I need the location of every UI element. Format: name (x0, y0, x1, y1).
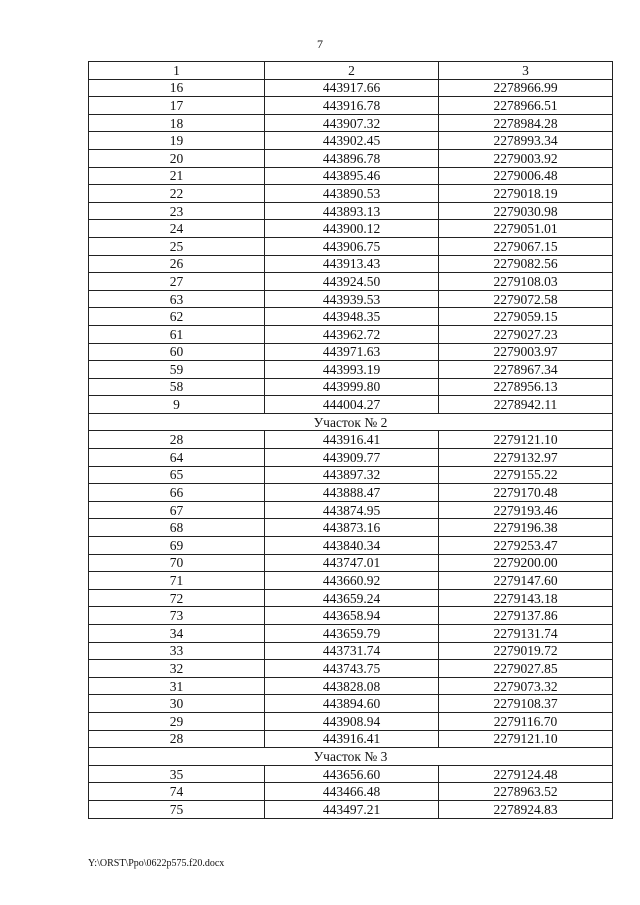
page-number: 7 (317, 37, 323, 51)
table-row (89, 730, 613, 748)
cell-y-coordinate: 2279072.58 (439, 290, 613, 308)
table-row (89, 677, 613, 695)
table-row (89, 114, 613, 132)
cell-x-coordinate: 443893.13 (265, 202, 439, 220)
cell-x-coordinate: 443917.66 (265, 79, 439, 97)
cell-x-coordinate: 443902.45 (265, 132, 439, 150)
cell-point-number: 75 (89, 800, 265, 818)
cell-y-coordinate: 2279170.48 (439, 484, 613, 502)
table-row (89, 765, 613, 783)
cell-y-coordinate: 2278924.83 (439, 800, 613, 818)
section-title: Участок № 3 (89, 748, 613, 766)
cell-point-number: 60 (89, 343, 265, 361)
cell-point-number: 28 (89, 730, 265, 748)
cell-point-number: 28 (89, 431, 265, 449)
cell-point-number: 61 (89, 325, 265, 343)
cell-x-coordinate: 443900.12 (265, 220, 439, 238)
cell-y-coordinate: 2279121.10 (439, 730, 613, 748)
cell-y-coordinate: 2279027.23 (439, 325, 613, 343)
cell-y-coordinate: 2279018.19 (439, 185, 613, 203)
cell-y-coordinate: 2279027.85 (439, 660, 613, 678)
table-row (89, 712, 613, 730)
table-row (89, 484, 613, 502)
table-row (89, 237, 613, 255)
cell-point-number: 64 (89, 449, 265, 467)
cell-x-coordinate: 443890.53 (265, 185, 439, 203)
cell-y-coordinate: 2279143.18 (439, 589, 613, 607)
table-row (89, 202, 613, 220)
cell-point-number: 26 (89, 255, 265, 273)
cell-y-coordinate: 2278984.28 (439, 114, 613, 132)
cell-x-coordinate: 443999.80 (265, 378, 439, 396)
cell-point-number: 65 (89, 466, 265, 484)
cell-x-coordinate: 443658.94 (265, 607, 439, 625)
table-row (89, 167, 613, 185)
cell-y-coordinate: 2279030.98 (439, 202, 613, 220)
cell-y-coordinate: 2279006.48 (439, 167, 613, 185)
cell-y-coordinate: 2278963.52 (439, 783, 613, 801)
cell-x-coordinate: 443873.16 (265, 519, 439, 537)
table-row (89, 220, 613, 238)
cell-y-coordinate: 2279137.86 (439, 607, 613, 625)
cell-x-coordinate: 443993.19 (265, 361, 439, 379)
cell-x-coordinate: 443466.48 (265, 783, 439, 801)
cell-x-coordinate: 443907.32 (265, 114, 439, 132)
cell-y-coordinate: 2279200.00 (439, 554, 613, 572)
coordinates-table (88, 61, 613, 819)
table-row (89, 396, 613, 414)
table-row (89, 642, 613, 660)
table-row (89, 589, 613, 607)
table-row (89, 431, 613, 449)
header-cell-y: 3 (439, 62, 613, 80)
cell-x-coordinate: 443888.47 (265, 484, 439, 502)
cell-x-coordinate: 443828.08 (265, 677, 439, 695)
cell-x-coordinate: 443747.01 (265, 554, 439, 572)
cell-x-coordinate: 443840.34 (265, 537, 439, 555)
cell-y-coordinate: 2279196.38 (439, 519, 613, 537)
cell-point-number: 33 (89, 642, 265, 660)
cell-x-coordinate: 443962.72 (265, 325, 439, 343)
cell-point-number: 29 (89, 712, 265, 730)
table-row (89, 572, 613, 590)
table-row (89, 519, 613, 537)
cell-y-coordinate: 2279108.03 (439, 273, 613, 291)
table-row (89, 501, 613, 519)
cell-x-coordinate: 443497.21 (265, 800, 439, 818)
cell-x-coordinate: 443913.43 (265, 255, 439, 273)
cell-point-number: 70 (89, 554, 265, 572)
cell-x-coordinate: 443895.46 (265, 167, 439, 185)
cell-point-number: 27 (89, 273, 265, 291)
cell-point-number: 24 (89, 220, 265, 238)
table-row (89, 378, 613, 396)
cell-y-coordinate: 2279253.47 (439, 537, 613, 555)
section-row (89, 748, 613, 766)
cell-x-coordinate: 443939.53 (265, 290, 439, 308)
cell-point-number: 35 (89, 765, 265, 783)
header-row (89, 62, 613, 80)
file-path-footer: Y:\ORST\Ppo\0622p575.f20.docx (88, 858, 225, 869)
table-row (89, 537, 613, 555)
cell-y-coordinate: 2279003.92 (439, 149, 613, 167)
table-row (89, 449, 613, 467)
cell-x-coordinate: 443971.63 (265, 343, 439, 361)
cell-x-coordinate: 443659.79 (265, 625, 439, 643)
cell-y-coordinate: 2279116.70 (439, 712, 613, 730)
cell-point-number: 73 (89, 607, 265, 625)
table-row (89, 79, 613, 97)
cell-point-number: 62 (89, 308, 265, 326)
cell-y-coordinate: 2278956.13 (439, 378, 613, 396)
table-row (89, 466, 613, 484)
cell-y-coordinate: 2278967.34 (439, 361, 613, 379)
table-row (89, 132, 613, 150)
cell-x-coordinate: 444004.27 (265, 396, 439, 414)
table-row (89, 343, 613, 361)
table-header (89, 62, 613, 80)
cell-point-number: 68 (89, 519, 265, 537)
cell-x-coordinate: 443659.24 (265, 589, 439, 607)
table-row (89, 255, 613, 273)
cell-x-coordinate: 443656.60 (265, 765, 439, 783)
table-row (89, 625, 613, 643)
cell-y-coordinate: 2279193.46 (439, 501, 613, 519)
table-row (89, 783, 613, 801)
cell-point-number: 17 (89, 97, 265, 115)
cell-point-number: 16 (89, 79, 265, 97)
table-row (89, 554, 613, 572)
cell-point-number: 19 (89, 132, 265, 150)
cell-y-coordinate: 2279155.22 (439, 466, 613, 484)
cell-x-coordinate: 443908.94 (265, 712, 439, 730)
section-title: Участок № 2 (89, 413, 613, 431)
cell-x-coordinate: 443896.78 (265, 149, 439, 167)
cell-x-coordinate: 443916.78 (265, 97, 439, 115)
cell-x-coordinate: 443948.35 (265, 308, 439, 326)
cell-point-number: 21 (89, 167, 265, 185)
cell-x-coordinate: 443874.95 (265, 501, 439, 519)
cell-x-coordinate: 443916.41 (265, 730, 439, 748)
cell-point-number: 31 (89, 677, 265, 695)
cell-y-coordinate: 2279147.60 (439, 572, 613, 590)
cell-point-number: 74 (89, 783, 265, 801)
cell-y-coordinate: 2279132.97 (439, 449, 613, 467)
cell-point-number: 66 (89, 484, 265, 502)
cell-point-number: 18 (89, 114, 265, 132)
cell-y-coordinate: 2279003.97 (439, 343, 613, 361)
cell-point-number: 22 (89, 185, 265, 203)
cell-point-number: 72 (89, 589, 265, 607)
cell-x-coordinate: 443906.75 (265, 237, 439, 255)
cell-y-coordinate: 2278993.34 (439, 132, 613, 150)
cell-x-coordinate: 443731.74 (265, 642, 439, 660)
cell-x-coordinate: 443924.50 (265, 273, 439, 291)
table-row (89, 660, 613, 678)
section-row (89, 413, 613, 431)
cell-point-number: 30 (89, 695, 265, 713)
cell-y-coordinate: 2278966.51 (439, 97, 613, 115)
header-cell-point: 1 (89, 62, 265, 80)
table-row (89, 361, 613, 379)
cell-y-coordinate: 2279073.32 (439, 677, 613, 695)
cell-y-coordinate: 2279082.56 (439, 255, 613, 273)
cell-y-coordinate: 2279108.37 (439, 695, 613, 713)
table-row (89, 97, 613, 115)
cell-y-coordinate: 2279131.74 (439, 625, 613, 643)
cell-point-number: 69 (89, 537, 265, 555)
cell-point-number: 34 (89, 625, 265, 643)
table-row (89, 308, 613, 326)
cell-point-number: 58 (89, 378, 265, 396)
table-row (89, 325, 613, 343)
cell-point-number: 9 (89, 396, 265, 414)
cell-y-coordinate: 2278966.99 (439, 79, 613, 97)
cell-x-coordinate: 443916.41 (265, 431, 439, 449)
cell-x-coordinate: 443660.92 (265, 572, 439, 590)
cell-point-number: 23 (89, 202, 265, 220)
cell-y-coordinate: 2279067.15 (439, 237, 613, 255)
cell-y-coordinate: 2279121.10 (439, 431, 613, 449)
header-cell-x: 2 (265, 62, 439, 80)
cell-point-number: 63 (89, 290, 265, 308)
table-row (89, 149, 613, 167)
table-row (89, 273, 613, 291)
cell-point-number: 67 (89, 501, 265, 519)
cell-x-coordinate: 443743.75 (265, 660, 439, 678)
cell-x-coordinate: 443897.32 (265, 466, 439, 484)
cell-point-number: 32 (89, 660, 265, 678)
cell-y-coordinate: 2279019.72 (439, 642, 613, 660)
table-row (89, 695, 613, 713)
table-row (89, 290, 613, 308)
table-row (89, 185, 613, 203)
cell-x-coordinate: 443894.60 (265, 695, 439, 713)
cell-point-number: 20 (89, 149, 265, 167)
cell-y-coordinate: 2279059.15 (439, 308, 613, 326)
table-row (89, 607, 613, 625)
table-body (89, 79, 613, 818)
cell-y-coordinate: 2279124.48 (439, 765, 613, 783)
coordinates-table-container (88, 61, 612, 819)
cell-x-coordinate: 443909.77 (265, 449, 439, 467)
cell-point-number: 25 (89, 237, 265, 255)
cell-y-coordinate: 2278942.11 (439, 396, 613, 414)
cell-y-coordinate: 2279051.01 (439, 220, 613, 238)
table-row (89, 800, 613, 818)
cell-point-number: 59 (89, 361, 265, 379)
cell-point-number: 71 (89, 572, 265, 590)
